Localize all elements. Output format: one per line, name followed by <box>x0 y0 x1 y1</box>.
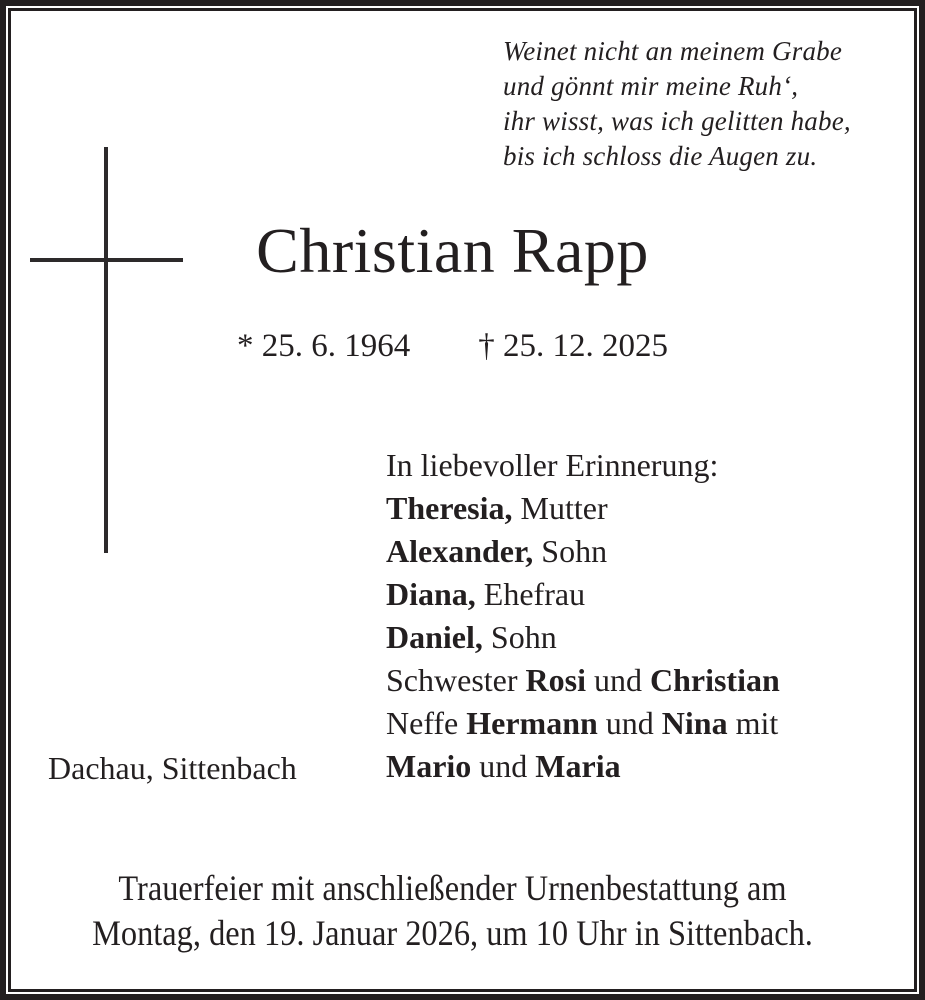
mourner-relation: Sohn <box>482 619 557 655</box>
death-date: † 25. 12. 2025 <box>478 328 668 364</box>
mourner-relation: Neffe <box>386 705 467 741</box>
mourner-lines <box>386 487 780 788</box>
deceased-name: Christian Rapp <box>256 215 649 286</box>
text-line: bis ich schloss die Augen zu. <box>503 141 818 171</box>
mourner-line <box>386 616 780 659</box>
mourner-name: Hermann <box>466 705 598 741</box>
mourner-relation: Mutter <box>512 490 608 526</box>
mourner-relation: mit <box>727 705 779 741</box>
mourner-name: Maria <box>535 748 621 784</box>
mourner-line <box>386 530 780 573</box>
mourner-relation: und <box>597 705 662 741</box>
mourner-name: Christian <box>649 662 780 698</box>
mourner-name: Nina <box>661 705 728 741</box>
life-dates <box>0 328 905 365</box>
text-line: ihr wisst, was ich gelitten habe, <box>503 106 851 136</box>
mourner-relation: Ehefrau <box>475 576 586 612</box>
mourner-line <box>386 659 780 702</box>
mourner-name: Daniel, <box>386 619 483 655</box>
memorial-list <box>386 444 780 788</box>
mourner-name: Alexander, <box>386 533 534 569</box>
place-line: Dachau, Sittenbach <box>48 750 297 786</box>
mourner-name: Diana, <box>386 576 476 612</box>
mourner-line <box>386 745 780 788</box>
text-line: Montag, den 19. Januar 2026, um 10 Uhr in Sittenbach. <box>92 913 813 953</box>
mourner-relation: Schwester <box>386 662 526 698</box>
birth-date: * 25. 6. 1964 <box>237 328 411 364</box>
mourner-line <box>386 573 780 616</box>
mourner-name: Theresia, <box>386 490 513 526</box>
mourner-relation: Sohn <box>533 533 608 569</box>
text-line: Weinet nicht an meinem Grabe <box>503 36 843 66</box>
mourner-name: Mario <box>386 748 472 784</box>
funeral-announcement <box>0 866 905 956</box>
mourner-relation: und <box>471 748 536 784</box>
text-line: und gönnt mir meine Ruh‘, <box>503 71 799 101</box>
mourner-line <box>386 487 780 530</box>
mourner-line <box>386 702 780 745</box>
memorial-poem <box>503 34 851 174</box>
mourner-name: Rosi <box>525 662 586 698</box>
memorial-heading: In liebevoller Erinnerung: <box>386 447 719 483</box>
mourner-relation: und <box>585 662 650 698</box>
text-line: Trauerfeier mit anschließender Urnenbestattung am <box>118 868 787 908</box>
